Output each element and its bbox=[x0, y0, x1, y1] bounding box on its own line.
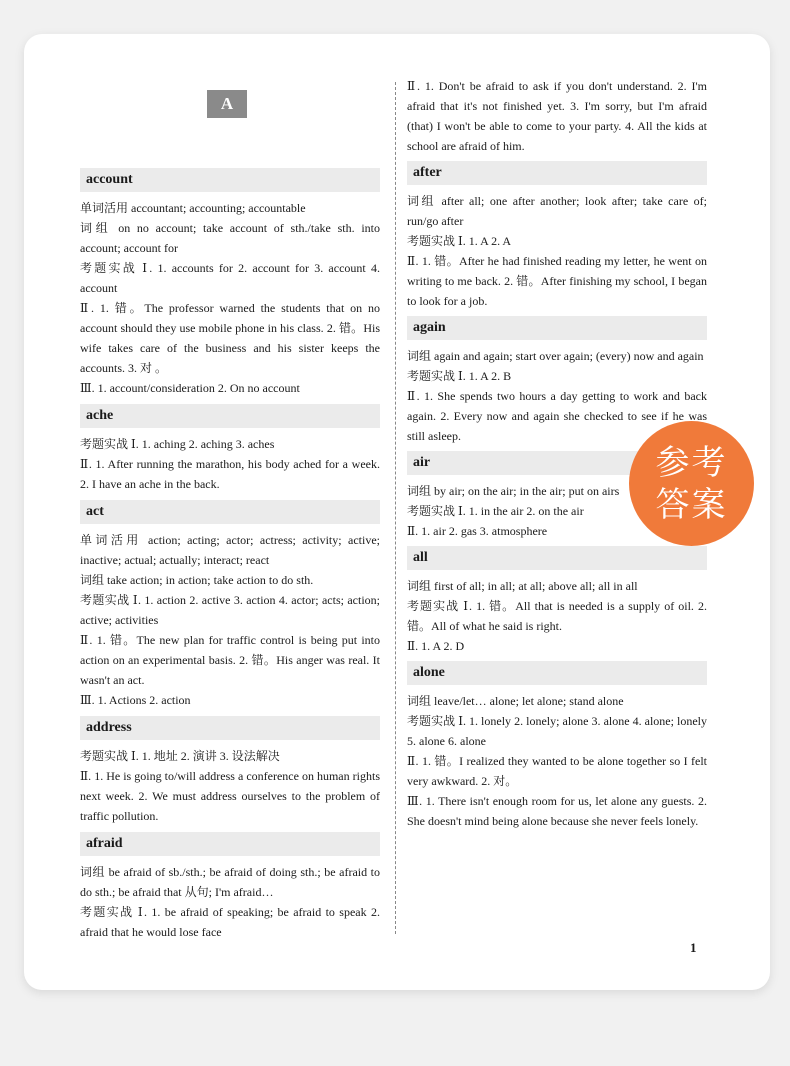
entry-line: 词组 leave/let… alone; let alone; stand alone bbox=[407, 694, 624, 708]
entry-line: 词组 take action; in action; take action to do sth. bbox=[80, 573, 314, 587]
entry-line: Ⅱ. 1. Don't be afraid to ask if you don't understand. 2. I'm afraid that it's not finished yet. 3. I'm sorry, but I'm afraid (that) I won't be able to come to your party. 4. All the kids at school are afraid of him. bbox=[407, 79, 707, 153]
entry-line: Ⅱ. 1. 错。I realized they wanted to be alone together so I felt very awkward. 2. 对。 bbox=[407, 754, 707, 788]
entry-heading: afraid bbox=[80, 832, 380, 856]
entry-line: 考题实战 Ⅰ. 1. accounts for 2. account for 3. account 4. account bbox=[80, 261, 380, 295]
entry-heading: alone bbox=[407, 661, 707, 685]
entry-heading: all bbox=[407, 546, 707, 570]
entry-line: Ⅱ. 1. 错。The professor warned the students that on no account should they use mobile phone in his class. 2. 错。His wife takes care of the business and his sister keeps the accounts. 3. 对 。 bbox=[80, 301, 380, 375]
entry-line: 单词活用 accountant; accounting; accountable bbox=[80, 201, 306, 215]
entry-line: 考题实战 Ⅰ. 1. A 2. B bbox=[407, 369, 512, 383]
entry-heading: air bbox=[407, 451, 707, 475]
left-column bbox=[80, 94, 380, 942]
entry-line: 词组 first of all; in all; at all; above all; all in all bbox=[407, 579, 638, 593]
section-letter-wrap bbox=[80, 94, 380, 162]
entry-line: 考题实战 Ⅰ. 1. in the air 2. on the air bbox=[407, 504, 584, 518]
entry-line: Ⅱ. 1. A 2. D bbox=[407, 639, 465, 653]
entry-line: 考题实战 Ⅰ. 1. 错。All that is needed is a supply of oil. 2. 错。All of what he said is right. bbox=[407, 599, 707, 633]
entry-heading: address bbox=[80, 716, 380, 740]
entry-line: Ⅱ. 1. 错。After he had finished reading my letter, he went on writing to me back. 2. 错。After finishing my school, I began to look for a job. bbox=[407, 254, 707, 308]
entry-heading: act bbox=[80, 500, 380, 524]
section-letter: A bbox=[207, 90, 247, 118]
entry-line: Ⅱ. 1. She spends two hours a day getting to work and back again. 2. Every now and again she checked to see if he was still asleep. bbox=[407, 389, 707, 443]
left-entries bbox=[80, 168, 380, 942]
entry-line: 考题实战 Ⅰ. 1. A 2. A bbox=[407, 234, 512, 248]
entry-line: 考题实战 Ⅰ. 1. aching 2. aching 3. aches bbox=[80, 437, 275, 451]
entry-line: 词组 be afraid of sb./sth.; be afraid of doing sth.; be afraid to do sth.; be afraid that 从句; I'm afraid… bbox=[80, 865, 380, 899]
entry-heading: ache bbox=[80, 404, 380, 428]
entry-line: 单词活用 action; acting; actor; actress; activity; active; inactive; actual; actually; interact; react bbox=[80, 533, 380, 567]
entry-line: 词组 by air; on the air; in the air; put on airs bbox=[407, 484, 620, 498]
entry-line: Ⅲ. 1. Actions 2. action bbox=[80, 693, 191, 707]
column-divider bbox=[395, 82, 396, 934]
entry-line: 考题实战 Ⅰ. 1. action 2. active 3. action 4. actor; acts; action; active; activities bbox=[80, 593, 380, 627]
entry-line: Ⅱ. 1. air 2. gas 3. atmosphere bbox=[407, 524, 548, 538]
entry-line: Ⅱ. 1. After running the marathon, his body ached for a week. 2. I have an ache in the back. bbox=[80, 457, 380, 491]
entry-line: Ⅲ. 1. There isn't enough room for us, let alone any guests. 2. She doesn't mind being alone because she never feels lonely. bbox=[407, 794, 707, 828]
entry-line: 词组 again and again; start over again; (every) now and again bbox=[407, 349, 704, 363]
entry-heading: after bbox=[407, 161, 707, 185]
entry-line: 考题实战 Ⅰ. 1. be afraid of speaking; be afraid to speak 2. afraid that he would lose face bbox=[80, 905, 380, 939]
entry-heading: account bbox=[80, 168, 380, 192]
entry-heading: again bbox=[407, 316, 707, 340]
answer-stamp bbox=[629, 421, 754, 546]
stamp-line-2: 答案 bbox=[655, 484, 728, 525]
page-number: 1 bbox=[690, 940, 697, 955]
stamp-line-1: 参考 bbox=[655, 442, 728, 483]
entry-line: Ⅱ. 1. He is going to/will address a conference on human rights next week. 2. We must address ourselves to the problem of traffic pollution. bbox=[80, 769, 380, 823]
entry-line: 词组 after all; one after another; look after; take care of; run/go after bbox=[407, 194, 707, 228]
entry-line: 考题实战 Ⅰ. 1. 地址 2. 演讲 3. 设法解决 bbox=[80, 749, 280, 763]
entry-line: 考题实战 Ⅰ. 1. lonely 2. lonely; alone 3. alone 4. alone; lonely 5. alone 6. alone bbox=[407, 714, 707, 748]
entry-line: Ⅱ. 1. 错。The new plan for traffic control is being put into action on an experimental basis. 2. 错。His anger was real. It wasn't an act. bbox=[80, 633, 380, 687]
entry-line: Ⅲ. 1. account/consideration 2. On no account bbox=[80, 381, 300, 395]
entry-line: 词组 on no account; take account of sth./take sth. into account; account for bbox=[80, 221, 380, 255]
